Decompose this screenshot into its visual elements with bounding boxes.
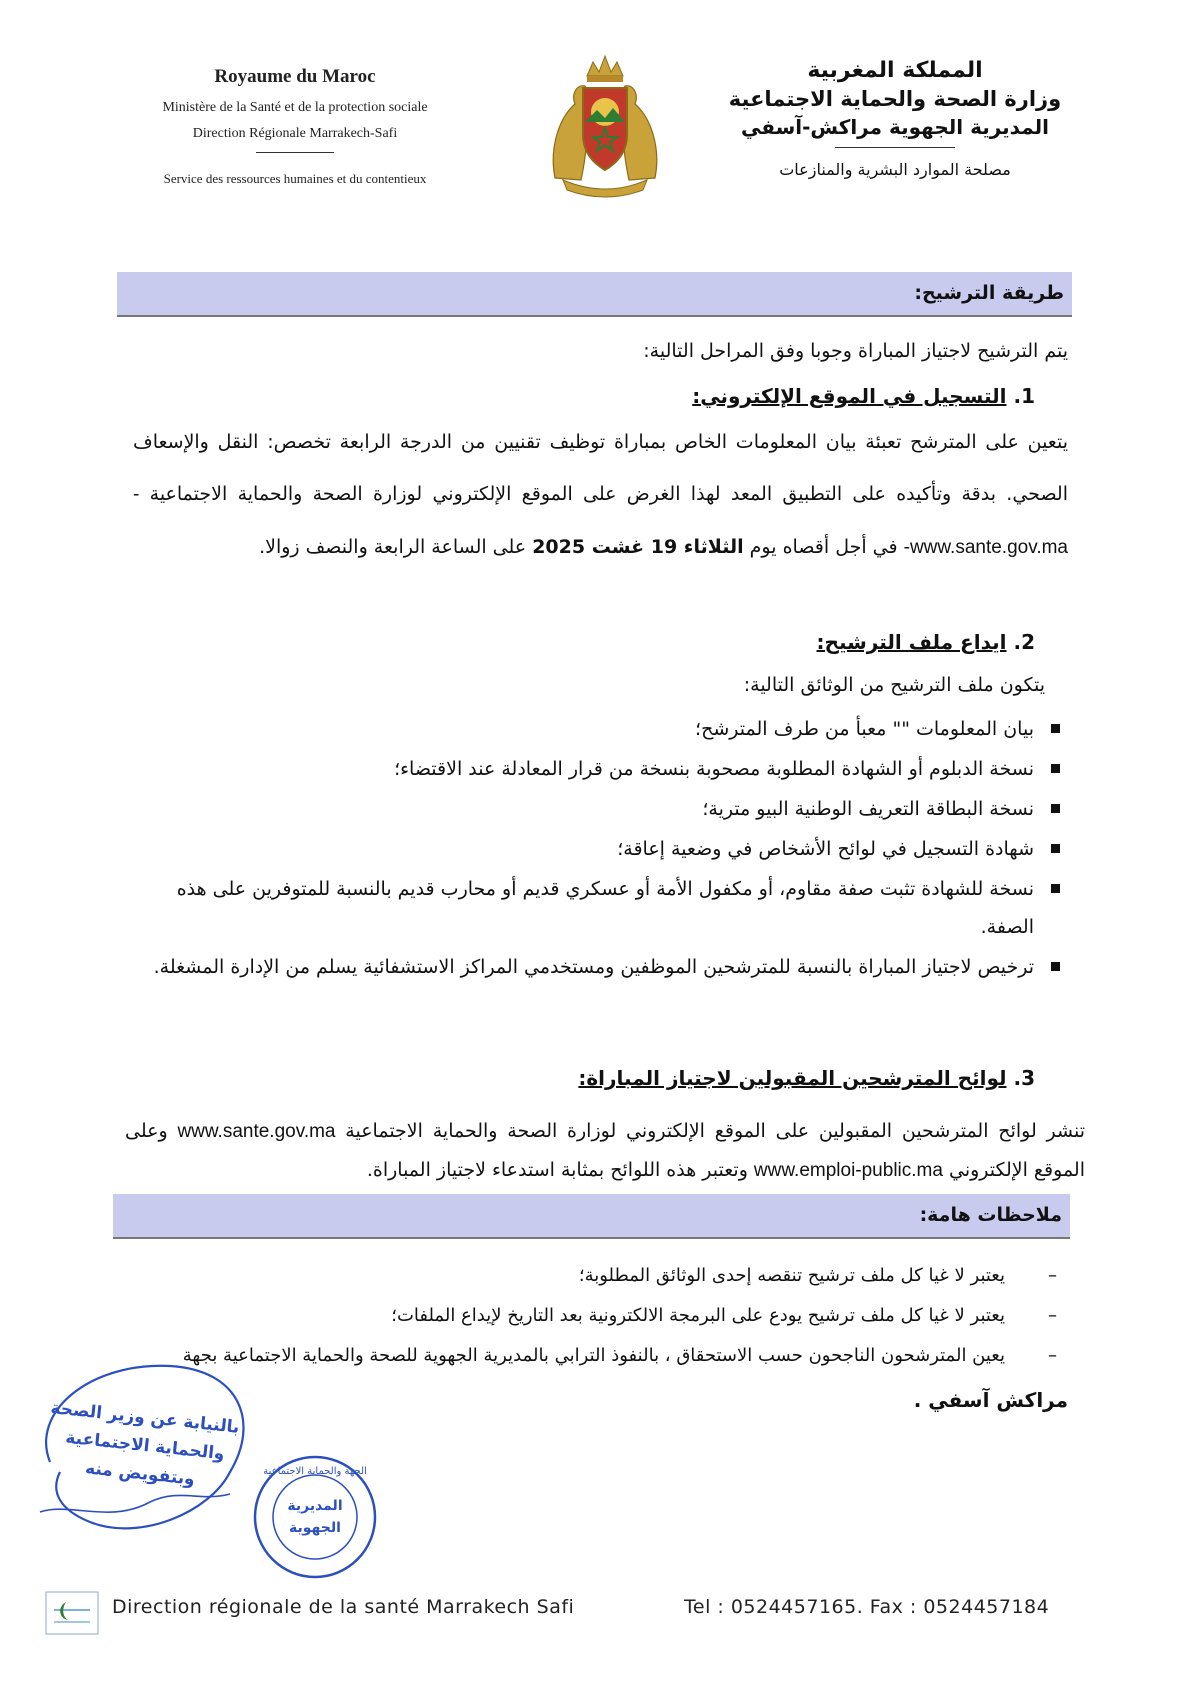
step1-text-c: على الساعة الرابعة والنصف زوالا. [259, 536, 533, 558]
section-band [117, 272, 1072, 317]
step3-paragraph [125, 1112, 1085, 1190]
step1-title: التسجيل في الموقع الإلكتروني: [692, 384, 1007, 408]
coat-of-arms [545, 48, 665, 198]
step3-text-c: وتعتبر هذه اللوائح بمثابة استدعاء لاجتياز المباراة. [366, 1159, 754, 1181]
stamp-mid1: المديرية [287, 1498, 343, 1514]
signature-line2: والحماية الاجتماعية [64, 1427, 226, 1465]
list-item: نسخة الدبلوم أو الشهادة المطلوبة مصحوبة بنسخة من قرار المعادلة عند الاقتضاء؛ [133, 750, 1068, 788]
signature-line3: وبتفويض منه [84, 1458, 196, 1490]
step1-paragraph [133, 416, 1068, 574]
step1-deadline: الثلاثاء 19 غشت 2025 [532, 536, 744, 558]
step1-text-a: يتعين على المترشح تعبئة بيان المعلومات الخاص بمباراة توظيف تقنيين من الدرجة الرابعة تخصص: النقل والإسعاف الصحي. بدقة وتأكيده على التطبيق المعد لهذا الغرض على الموقع الإلكتروني لوزارة الصحة والحماية الاجتماعية [133, 431, 1068, 505]
step3-heading [235, 1066, 1035, 1090]
footer-direction: Direction régionale de la santé Marrakech Safi [112, 1596, 575, 1618]
coat-of-arms-icon [545, 48, 665, 198]
list-item: بيان المعلومات "" معبأ من طرف المترشح؛ [133, 710, 1068, 748]
step1-url: -www.sante.gov.ma- [133, 484, 1068, 558]
ar-service: مصلحة الموارد البشرية والمنازعات [779, 160, 1011, 179]
intro-text: يتم الترشيح لاجتياز المباراة وجوبا وفق المراحل التالية: [643, 340, 1068, 362]
list-item: – يعتبر لا غيا كل ملف ترشيح تنقصه إحدى الوثائق المطلوبة؛ [105, 1256, 1065, 1296]
step3-title: لوائح المترشحين المقبولين لاجتياز المباراة: [578, 1066, 1007, 1090]
step3-url2: www.emploi-public.ma [753, 1160, 943, 1181]
list-item: شهادة التسجيل في لوائح الأشخاص في وضعية إعاقة؛ [133, 830, 1068, 868]
ar-direction: المديرية الجهوية مراكش-آسفي [740, 115, 1050, 139]
notes-last-line: مراكش آسفي . [913, 1388, 1068, 1412]
list-item: نسخة للشهادة تثبت صفة مقاوم، أو مكفول الأمة أو عسكري قديم أو محارب قديم بالنسبة للمتوفرين على هذه الصفة. [133, 870, 1068, 946]
fr-direction: Direction Régionale Marrakech-Safi [192, 126, 398, 141]
list-item: – يعين المترشحون الناجحون حسب الاستحقاق ، بالنفوذ الترابي بالمديرية الجهوية للصحة والحماية الاجتماعية بجهة [105, 1336, 1065, 1376]
ar-kingdom: المملكة المغربية [807, 58, 983, 83]
step2-heading [335, 630, 1035, 654]
fr-ministry: Ministère de la Santé et de la protection sociale [162, 100, 428, 115]
stamp-mid2: الجهوية [289, 1520, 341, 1536]
fr-service: Service des ressources humaines et du contentieux [163, 171, 427, 186]
stamp-top-text: الجهة والحماية الاجتماعية [263, 1466, 367, 1477]
signature-block [30, 1352, 270, 1552]
fr-divider [256, 152, 334, 153]
step2-title: ايداع ملف الترشيح: [816, 630, 1007, 654]
step3-text-a: تنشر لوائح المترشحين المقبولين على الموقع الإلكتروني لوزارة الصحة والحماية الاجتماعية [335, 1120, 1085, 1142]
header-fr [110, 66, 480, 187]
ar-ministry: وزارة الصحة والحماية الاجتماعية [728, 87, 1062, 111]
ministry-logo-icon [44, 1590, 100, 1636]
step3-number: 3. [1013, 1066, 1035, 1090]
documents-list [133, 710, 1068, 988]
official-stamp [250, 1452, 380, 1582]
notes-title: ملاحظات هامة: [919, 1204, 1062, 1226]
step2-number: 2. [1013, 630, 1035, 654]
step1-number: 1. [1013, 384, 1035, 408]
list-item: ترخيص لاجتياز المباراة بالنسبة للمترشحين الموظفين ومستخدمي المراكز الاستشفائية يسلم من الإدارة المشغلة. [133, 948, 1068, 986]
section-title: طريقة الترشيح: [914, 282, 1064, 304]
ar-divider [835, 147, 955, 148]
footer-contact: Tel : 0524457165. Fax : 0524457184 [684, 1596, 1050, 1618]
step1-heading [335, 384, 1035, 408]
step3-text-b: وعلى الموقع الإلكتروني [125, 1120, 1085, 1181]
header-ar [720, 58, 1070, 179]
list-item: – يعتبر لا غيا كل ملف ترشيح يودع على البرمجة الالكترونية بعد التاريخ لإيداع الملفات؛ [105, 1296, 1065, 1336]
fr-kingdom: Royaume du Maroc [214, 66, 376, 87]
step2-intro: يتكون ملف الترشيح من الوثائق التالية: [743, 674, 1045, 696]
list-item: نسخة البطاقة التعريف الوطنية البيو مترية؛ [133, 790, 1068, 828]
notes-band [113, 1194, 1070, 1239]
step1-text-b: في أجل أقصاه يوم [743, 536, 904, 558]
footer-logo [44, 1590, 100, 1636]
signature-line1: بالنيابة عن وزير الصحة [49, 1398, 241, 1438]
step3-url1: www.sante.gov.ma [177, 1121, 336, 1142]
